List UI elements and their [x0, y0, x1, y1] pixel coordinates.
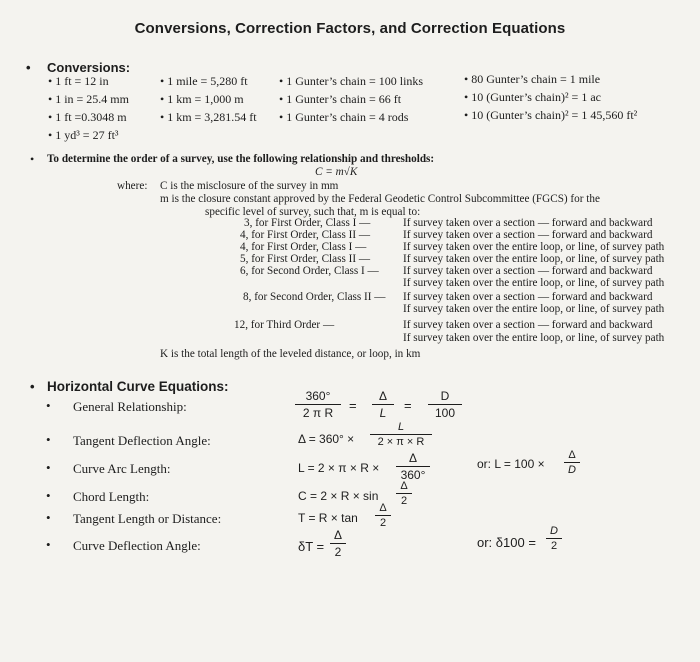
bullet-dot: •	[26, 60, 31, 75]
conversions-col1	[48, 72, 129, 144]
equals-sign: =	[404, 398, 412, 413]
order-left: 12, for Third Order —	[234, 319, 335, 331]
order-left: 6, for Second Order, Class I —	[240, 265, 379, 277]
conversion-item: • 1 mile = 5,280 ft	[160, 74, 248, 88]
conversion-item: • 1 Gunter’s chain = 100 links	[279, 74, 424, 88]
order-left: 3, for First Order, Class I —	[244, 217, 371, 229]
bullet-dot: •	[46, 432, 51, 447]
conversion-item: • 1 yd³ = 27 ft³	[48, 128, 119, 142]
order-right: If survey taken over the entire loop, or line, of survey path	[403, 303, 665, 315]
order-right: If survey taken over a section — forward and backward	[403, 217, 653, 229]
curve-label: Tangent Deflection Angle:	[73, 433, 211, 448]
chord-fraction: Δ 2	[396, 480, 412, 507]
order-left: 4, for First Order, Class II —	[240, 229, 371, 241]
equals-sign: =	[349, 398, 357, 413]
arc-fraction: Δ 360°	[396, 451, 430, 482]
conversions-col3	[279, 72, 423, 126]
deflection-alt-fraction: D 2	[546, 525, 562, 552]
curve-label: Chord Length:	[73, 489, 150, 504]
bullet-dot: •	[30, 379, 35, 394]
general-fraction-3: D 100	[428, 389, 462, 420]
arc-alt-fraction: Δ D	[564, 449, 580, 476]
conversion-item: • 1 in = 25.4 mm	[48, 92, 129, 106]
conversions-col4	[464, 70, 637, 124]
conversions-col2	[160, 72, 257, 126]
tangent-lhs: Δ = 360° ×	[298, 432, 355, 446]
bullet-dot: •	[46, 398, 51, 413]
conversion-item: • 1 ft = 12 in	[48, 74, 109, 88]
conversion-item: • 1 Gunter’s chain = 66 ft	[279, 92, 402, 106]
general-fraction-1: 360° 2 π R	[295, 389, 341, 420]
page-title: Conversions, Correction Factors, and Correction Equations	[134, 20, 566, 37]
conversion-item: • 1 km = 3,281.54 ft	[160, 110, 257, 124]
order-right: If survey taken over a section — forward and backward	[403, 229, 653, 241]
conversion-item: • 1 km = 1,000 m	[160, 92, 244, 106]
m-definition: m is the closure constant approved by the Federal Geodetic Control Subcommittee (FGCS) for the	[160, 193, 600, 205]
conversion-item: • 1 Gunter’s chain = 4 rods	[279, 110, 409, 124]
tangent-fraction: L 2 × π × R	[370, 421, 432, 448]
k-definition: K is the total length of the leveled distance, or loop, in km	[160, 348, 421, 360]
conversion-item: • 1 ft =0.3048 m	[48, 110, 127, 124]
order-right: If survey taken over the entire loop, or line, of survey path	[403, 253, 665, 265]
order-right: If survey taken over a section — forward and backward	[403, 265, 653, 277]
order-left: 5, for First Order, Class II —	[240, 253, 371, 265]
arc-alt-lhs: or: L = 100 ×	[477, 457, 545, 471]
survey-intro: To determine the order of a survey, use the following relationship and thresholds:	[47, 153, 435, 165]
curve-label: Curve Deflection Angle:	[73, 538, 201, 553]
conversion-item: • 10 (Gunter’s chain)² = 1 ac	[464, 90, 601, 104]
where-label: where:	[117, 180, 148, 192]
curve-label: Tangent Length or Distance:	[73, 511, 222, 526]
bullet-dot: •	[46, 510, 51, 525]
conversions-heading: Conversions:	[47, 60, 131, 75]
bullet-dot: •	[30, 152, 35, 166]
tlength-lhs: T = R × tan	[298, 511, 358, 525]
curve-label: Curve Arc Length:	[73, 461, 171, 476]
survey-formula: C = m√K	[315, 166, 358, 178]
order-right: If survey taken over a section — forward and backward	[403, 291, 653, 303]
curves-heading: Horizontal Curve Equations:	[47, 379, 229, 394]
chord-lhs: C = 2 × R × sin	[298, 489, 379, 503]
order-left: 4, for First Order, Class I —	[240, 241, 367, 253]
bullet-dot: •	[46, 460, 51, 475]
order-left: 8, for Second Order, Class II —	[243, 291, 386, 303]
order-right: If survey taken over the entire loop, or line, of survey path	[403, 332, 665, 344]
order-right: If survey taken over the entire loop, or line, of survey path	[403, 277, 665, 289]
general-fraction-2: Δ L	[372, 389, 394, 420]
bullet-dot: •	[46, 537, 51, 552]
order-right: If survey taken over the entire loop, or line, of survey path	[403, 241, 665, 253]
deflection-fraction: Δ 2	[330, 528, 346, 559]
c-definition: C is the misclosure of the survey in mm	[160, 180, 339, 192]
conversion-item: • 10 (Gunter’s chain)² = 1 45,560 ft²	[464, 108, 638, 122]
bullet-dot: •	[46, 488, 51, 503]
deflection-alt-lhs: or: δ100 =	[477, 535, 536, 550]
deflection-lhs: δT =	[298, 539, 325, 554]
arc-lhs: L = 2 × π × R ×	[298, 461, 380, 475]
curve-label: General Relationship:	[73, 399, 187, 414]
m-definition-cont: specific level of survey, such that, m is equal to:	[205, 206, 421, 218]
tlength-fraction: Δ 2	[375, 502, 391, 529]
conversion-item: • 80 Gunter’s chain = 1 mile	[464, 72, 601, 86]
order-right: If survey taken over a section — forward and backward	[403, 319, 653, 331]
